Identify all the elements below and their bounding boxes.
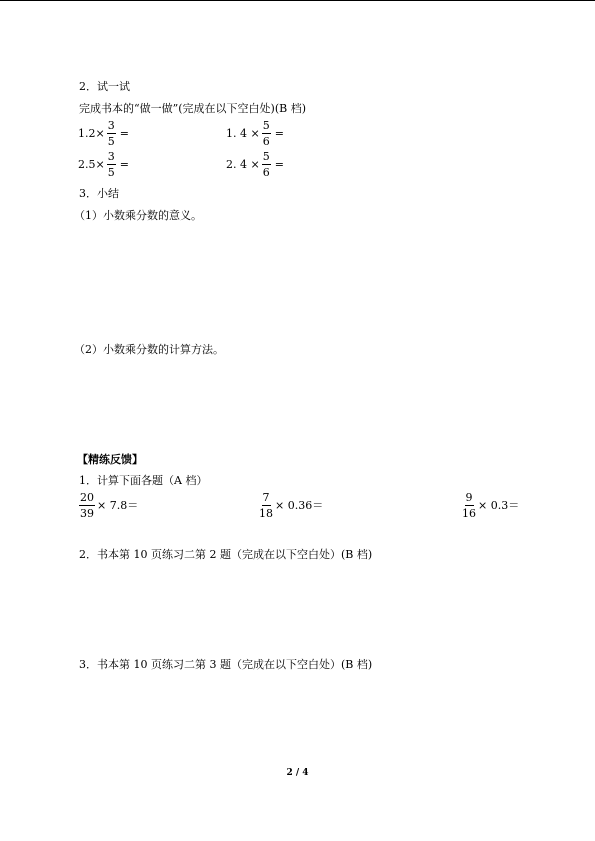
fraction-denominator: 6 [262,134,270,148]
fraction-denominator: 5 [107,134,115,148]
summary-item-meaning: （1）小数乘分数的意义。 [74,209,202,222]
practice-exercise-3-suffix: × 0.3＝ [478,499,520,512]
fraction [259,491,273,520]
fraction [79,491,95,520]
exercise-2-prefix: 1. 4 × [226,126,260,140]
fraction-numerator: 7 [262,490,270,504]
practice-exercise-1 [77,488,138,522]
exercise-2 [226,116,286,150]
fraction [107,119,116,148]
practice-q2: 2．书本第 10 页练习二第 2 题（完成在以下空白处）(B 档) [79,548,373,561]
fraction [262,150,271,179]
practice-q1-heading: 1．计算下面各题（A 档） [79,474,208,487]
try-heading: 2．试一试 [79,80,130,93]
fraction [107,150,116,179]
equals-sign: = [274,126,284,140]
fraction-denominator: 16 [462,506,476,520]
equals-sign: = [274,157,284,171]
fraction [462,491,476,520]
equals-sign: = [119,157,129,171]
exercise-1 [78,116,131,150]
practice-q3: 3．书本第 10 页练习二第 3 题（完成在以下空白处）(B 档) [79,658,373,671]
practice-exercise-1-suffix: × 7.8＝ [97,499,139,512]
exercise-4-prefix: 2. 4 × [226,157,260,171]
practice-exercise-3 [460,488,519,522]
fraction-numerator: 9 [465,490,473,504]
fraction [262,119,271,148]
fraction-denominator: 6 [262,165,270,179]
fraction-numerator: 3 [107,149,115,163]
summary-item-method: （2）小数乘分数的计算方法。 [74,343,224,356]
exercise-3-prefix: 2.5× [78,157,105,171]
fraction-numerator: 3 [107,118,115,132]
fraction-numerator: 5 [262,118,270,132]
fraction-denominator: 5 [107,165,115,179]
practice-title: 【精练反馈】 [77,453,143,466]
practice-exercise-2-suffix: × 0.36＝ [275,499,324,512]
practice-exercise-2 [257,488,323,522]
exercise-3 [78,147,131,181]
page-number: 2 / 4 [286,768,309,778]
equals-sign: = [119,126,129,140]
fraction-numerator: 5 [262,149,270,163]
summary-heading: 3．小结 [79,187,119,200]
exercise-1-prefix: 1.2× [78,126,105,140]
page-top-border [0,0,595,1]
try-instruction: 完成书本的“做一做”(完成在以下空白处)(B 档) [79,102,306,115]
exercise-4 [226,147,286,181]
fraction-denominator: 18 [259,506,273,520]
fraction-numerator: 20 [80,490,94,504]
fraction-denominator: 39 [80,506,94,520]
